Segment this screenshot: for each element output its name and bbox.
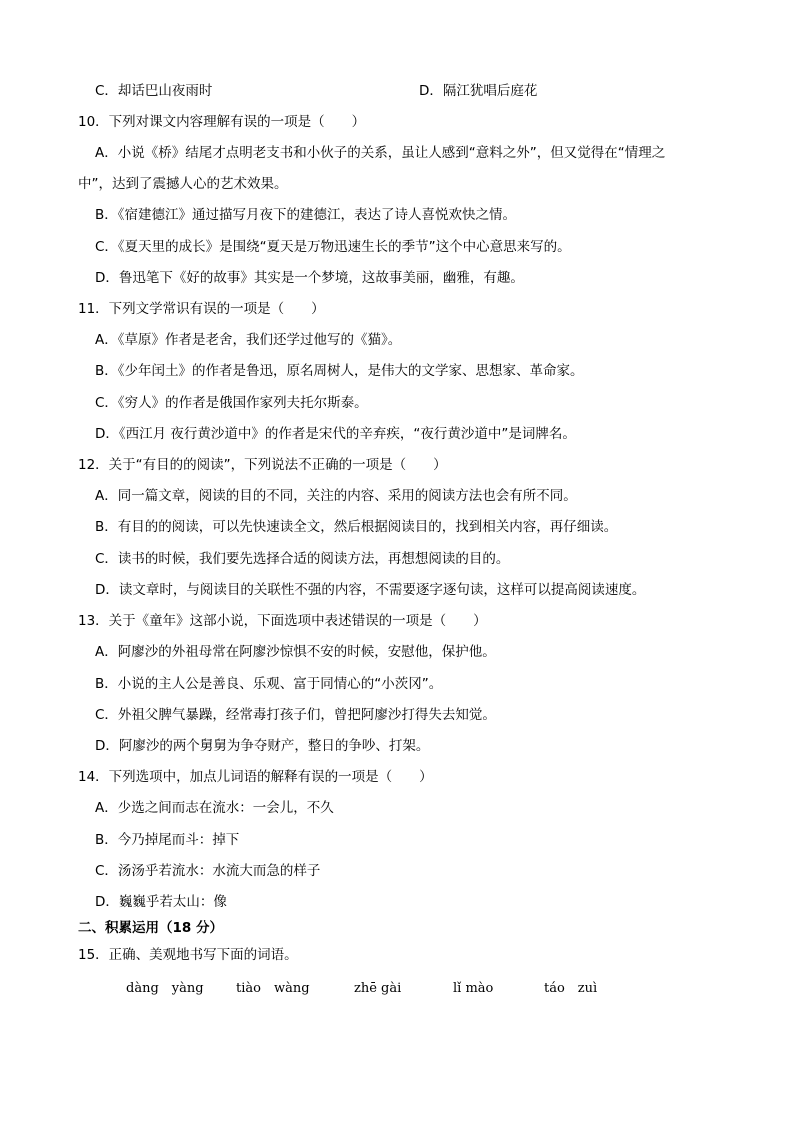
q15-stem: 15．正确、美观地书写下面的词语。	[78, 947, 298, 963]
pinyin-word-4: lǐ mào	[453, 981, 494, 996]
q11-option-d: D．《西江月 夜行黄沙道中》的作者是宋代的辛弃疾，“夜行黄沙道中”是词牌名。	[95, 426, 576, 442]
q9-option-c: C．却话巴山夜雨时	[95, 83, 213, 99]
q14-option-c: C．汤汤乎若流水：水流大而急的样子	[95, 863, 321, 879]
q14-option-b: B．今乃掉尾而斗：掉下	[95, 832, 240, 848]
q14-option-d: D．巍巍乎若太山：像	[95, 894, 227, 910]
q11-option-b: B．《少年闰土》的作者是鲁迅，原名周树人，是伟大的文学家、思想家、革命家。	[95, 363, 584, 379]
q10-option-b: B．《宿建德江》通过描写月夜下的建德江，表达了诗人喜悦欢快之情。	[95, 207, 517, 223]
pinyin-word-2: tiào wàng	[236, 981, 310, 996]
q13-option-b: B．小说的主人公是善良、乐观、富于同情心的“小茨冈”。	[95, 676, 443, 692]
q10-option-a-line2: 中”，达到了震撼人心的艺术效果。	[78, 176, 288, 192]
q12-option-c: C．读书的时候，我们要先选择合适的阅读方法，再想想阅读的目的。	[95, 551, 510, 567]
q10-stem: 10．下列对课文内容理解有误的一项是（ ）	[78, 114, 366, 130]
q12-option-b: B．有目的的阅读，可以先快速读全文，然后根据阅读目的，找到相关内容，再仔细读。	[95, 519, 618, 535]
q11-option-a: A．《草原》作者是老舍，我们还学过他写的《猫》。	[95, 332, 402, 348]
q12-option-d: D．读文章时，与阅读目的关联性不强的内容，不需要逐字逐句读，这样可以提高阅读速度。	[95, 582, 646, 598]
q9-option-d: D．隔江犹唱后庭花	[419, 83, 538, 99]
q13-option-a: A．阿廖沙的外祖母常在阿廖沙惊惧不安的时候，安慰他，保护他。	[95, 644, 496, 660]
pinyin-word-3: zhē gài	[354, 981, 402, 996]
q12-stem: 12．关于“有目的的阅读”，下列说法不正确的一项是（ ）	[78, 457, 447, 473]
q14-option-a: A．少选之间而志在流水：一会儿，不久	[95, 800, 334, 816]
pinyin-word-1: dàng yàng	[126, 981, 204, 996]
section-heading: 二、积累运用（18 分）	[78, 920, 223, 936]
q14-stem: 14．下列选项中，加点儿词语的解释有误的一项是（ ）	[78, 769, 433, 785]
q11-stem: 11．下列文学常识有误的一项是（ ）	[78, 301, 325, 317]
q10-option-a-line1: A．小说《桥》结尾才点明老支书和小伙子的关系，虽让人感到“意料之外”，但又觉得在“情理之	[95, 145, 666, 161]
q10-option-d: D．鲁迅笔下《好的故事》其实是一个梦境，这故事美丽，幽雅，有趣。	[95, 270, 524, 286]
q13-option-d: D．阿廖沙的两个舅舅为争夺财产，整日的争吵、打架。	[95, 738, 430, 754]
q13-stem: 13．关于《童年》这部小说，下面选项中表述错误的一项是（ ）	[78, 613, 487, 629]
q11-option-c: C．《穷人》的作者是俄国作家列夫托尔斯泰。	[95, 395, 368, 411]
q10-option-c: C．《夏天里的成长》是围绕“夏天是万物迅速生长的季节”这个中心意思来写的。	[95, 239, 571, 255]
q12-option-a: A．同一篇文章，阅读的目的不同，关注的内容、采用的阅读方法也会有所不同。	[95, 488, 577, 504]
q13-option-c: C．外祖父脾气暴躁，经常毒打孩子们，曾把阿廖沙打得失去知觉。	[95, 707, 496, 723]
pinyin-word-5: táo zuì	[544, 981, 598, 996]
